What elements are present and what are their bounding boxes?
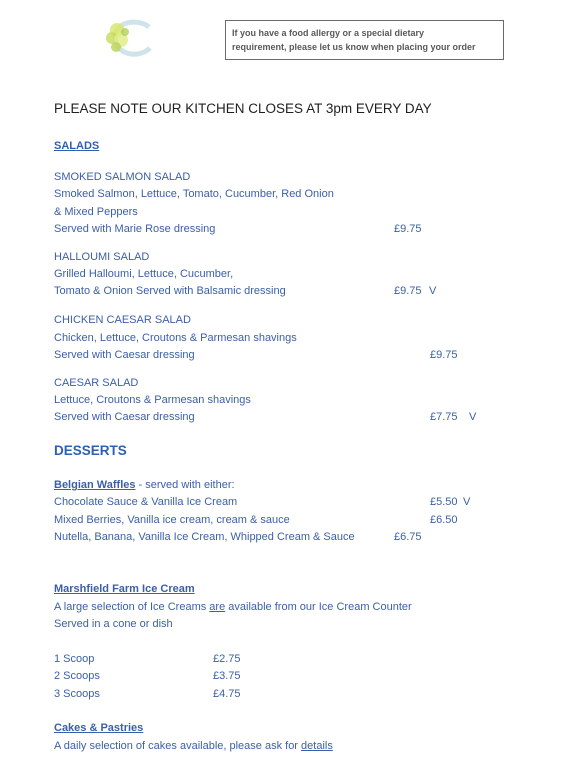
waffle-option: Mixed Berries, Vanilla ice cream, cream & sauce [54, 514, 290, 526]
waffle-price: £5.50 [430, 496, 458, 508]
waffle-price: £6.50 [430, 514, 458, 526]
scoop-label: 1 Scoop [54, 653, 95, 665]
cakes-details-text: details [301, 740, 333, 752]
salad-price: £9.75 [394, 223, 422, 235]
cafe-logo [103, 18, 155, 58]
salad-name: CHICKEN CAESAR SALAD [54, 314, 191, 326]
waffle-option: Nutella, Banana, Vanilla Ice Cream, Whipped Cream & Sauce [54, 531, 355, 543]
salad-name: HALLOUMI SALAD [54, 251, 150, 263]
ice-cream-text-underlined: are [209, 601, 226, 613]
cakes-text: A daily selection of cakes available, please ask for [54, 740, 302, 752]
salad-description: Served with Marie Rose dressing [54, 223, 216, 235]
salad-name: SMOKED SALMON SALAD [54, 171, 191, 183]
salad-description: Chicken, Lettuce, Croutons & Parmesan shavings [54, 332, 297, 344]
allergy-notice-line-2: requirement, please let us know when placing your order [232, 42, 476, 52]
scoop-label: 2 Scoops [54, 670, 100, 682]
scoop-label: 3 Scoops [54, 688, 100, 700]
desserts-heading: DESSERTS [54, 443, 127, 458]
allergy-notice [225, 20, 504, 60]
kitchen-closing-note: PLEASE NOTE OUR KITCHEN CLOSES AT 3pm EVERY DAY [54, 101, 432, 116]
scoop-price: £2.75 [213, 653, 241, 665]
scoop-price: £4.75 [213, 688, 241, 700]
waffle-option: Chocolate Sauce & Vanilla Ice Cream [54, 496, 238, 508]
salad-description: Smoked Salmon, Lettuce, Tomato, Cucumber, Red Onion [54, 188, 334, 200]
cakes-heading: Cakes & Pastries [54, 722, 144, 734]
salad-description: & Mixed Peppers [54, 206, 138, 218]
scoop-price: £3.75 [213, 670, 241, 682]
salad-description: Served with Caesar dressing [54, 349, 195, 361]
vegetarian-marker: V [469, 411, 477, 423]
logo-graphic [103, 18, 155, 58]
ice-cream-text: A large selection of Ice Creams [54, 601, 210, 613]
salads-heading: SALADS [54, 140, 100, 152]
waffle-price: £6.75 [394, 531, 422, 543]
waffles-title: Belgian Waffles [54, 479, 136, 491]
waffles-heading-row [54, 478, 235, 492]
salad-price: £9.75 [394, 285, 422, 297]
ice-cream-description [54, 600, 412, 614]
vegetarian-marker: V [429, 285, 437, 297]
salad-description: Lettuce, Croutons & Parmesan shavings [54, 394, 251, 406]
ice-cream-text: available from our Ice Cream Counter [225, 601, 412, 613]
salad-price: £7.75 [430, 411, 458, 423]
cakes-description [54, 739, 333, 753]
waffles-subtitle: - served with either: [135, 479, 235, 491]
salad-name: CAESAR SALAD [54, 377, 139, 389]
ice-cream-heading: Marshfield Farm Ice Cream [54, 583, 195, 595]
allergy-notice-line-1: If you have a food allergy or a special dietary [232, 28, 425, 38]
salad-description: Tomato & Onion Served with Balsamic dressing [54, 285, 286, 297]
ice-cream-serving: Served in a cone or dish [54, 618, 173, 630]
salad-price: £9.75 [430, 349, 458, 361]
salad-description: Served with Caesar dressing [54, 411, 195, 423]
salad-description: Grilled Halloumi, Lettuce, Cucumber, [54, 268, 234, 280]
vegetarian-marker: V [463, 496, 471, 508]
